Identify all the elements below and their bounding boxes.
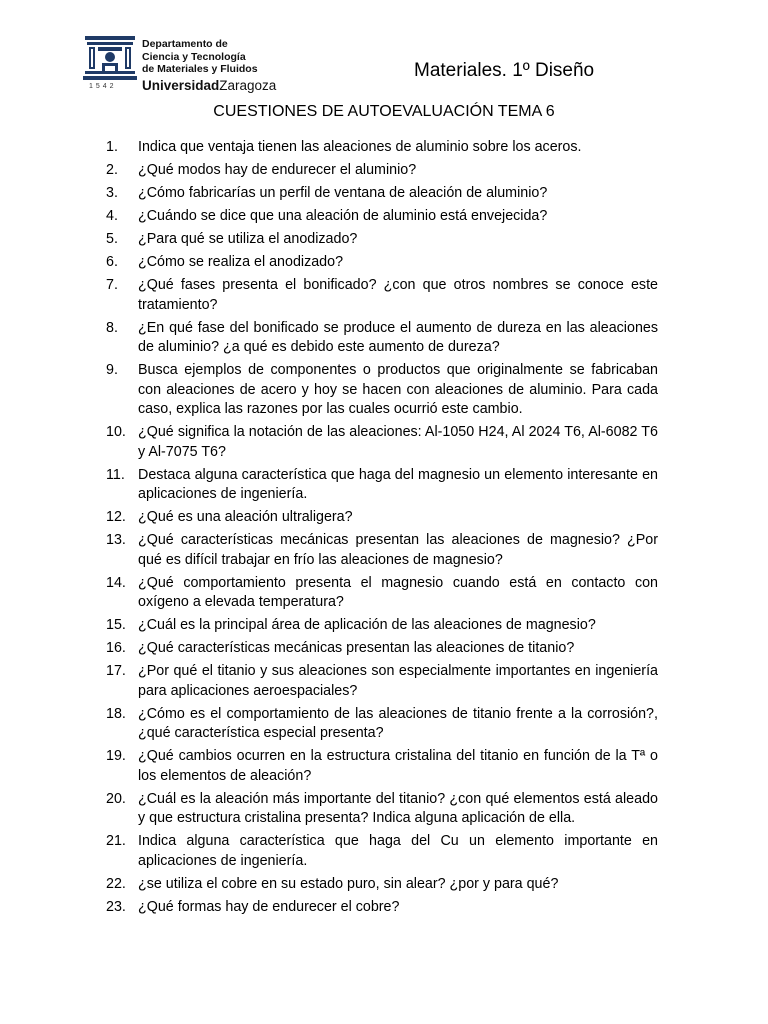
question-number: 9. — [106, 362, 118, 378]
question-number: 6. — [106, 254, 118, 270]
list-item — [106, 898, 658, 918]
question-number: 22. — [106, 875, 126, 892]
course-title: Materiales. 1º Diseño — [414, 60, 595, 81]
question-number: 5. — [106, 231, 118, 247]
question-text: ¿Cómo es el comportamiento de las aleaciones de titanio frente a la corrosión?, ¿qué característica especial presenta? — [138, 705, 658, 741]
question-number: 2. — [106, 162, 118, 178]
list-item — [106, 616, 658, 636]
university-seal-icon — [83, 36, 137, 82]
list-item — [106, 230, 658, 250]
question-number: 17. — [106, 663, 126, 679]
question-text: ¿Cómo se realiza el anodizado? — [138, 254, 344, 270]
question-number: 3. — [106, 185, 118, 201]
question-number: 11. — [106, 466, 125, 483]
department-line: Departamento de — [142, 38, 228, 50]
question-text: ¿Cuándo se dice que una aleación de aluminio está envejecida? — [138, 208, 548, 224]
department-line: de Materiales y Fluidos — [142, 63, 258, 75]
question-text: Indica que ventaja tienen las aleaciones de aluminio sobre los aceros. — [138, 139, 582, 155]
question-number: 14. — [106, 574, 126, 591]
question-number: 23. — [106, 898, 126, 915]
list-item — [106, 207, 658, 227]
list-item — [106, 319, 658, 358]
department-name — [142, 38, 258, 76]
list-item — [106, 161, 658, 181]
list-item — [106, 790, 658, 829]
question-number: 12. — [106, 509, 126, 525]
list-item — [106, 361, 658, 420]
founding-year: 1542 — [89, 83, 117, 90]
question-number: 8. — [106, 319, 118, 336]
question-text: ¿Cuál es la aleación más importante del titanio? ¿con qué elementos está aleado y que estructura cristalina presenta? Indica alguna aplicación de ella. — [138, 790, 658, 826]
list-item — [106, 138, 658, 158]
question-number: 21. — [106, 833, 126, 849]
list-item — [106, 875, 658, 895]
university-name — [142, 78, 276, 93]
question-text: Destaca alguna característica que haga del magnesio un elemento interesante en aplicaciones de ingeniería. — [138, 466, 658, 502]
question-number: 7. — [106, 277, 118, 293]
question-text: ¿Por qué el titanio y sus aleaciones son especialmente importantes en ingeniería para aplicaciones aeroespaciales? — [138, 663, 658, 699]
question-number: 10. — [106, 424, 126, 440]
question-text: ¿Cómo fabricarías un perfil de ventana de aleación de aluminio? — [138, 185, 548, 201]
question-text: ¿Qué cambios ocurren en la estructura cristalina del titanio en función de la Tª o los elementos de aleación? — [138, 748, 658, 784]
question-number: 15. — [106, 617, 126, 633]
question-number: 16. — [106, 640, 126, 656]
list-item — [106, 423, 658, 462]
question-text: ¿Para qué se utiliza el anodizado? — [138, 231, 358, 247]
list-item — [106, 276, 658, 315]
question-number: 13. — [106, 532, 126, 548]
question-number: 4. — [106, 208, 118, 224]
question-text: ¿Qué fases presenta el bonificado? ¿con que otros nombres se conoce este tratamiento? — [138, 277, 658, 313]
university-name-bold: Universidad — [142, 78, 220, 93]
question-text: ¿En qué fase del bonificado se produce el aumento de dureza en las aleaciones de aluminio? ¿a qué es debido este aumento de dureza? — [138, 319, 658, 355]
list-item — [106, 662, 658, 701]
list-item — [106, 832, 658, 871]
list-item — [106, 508, 658, 528]
question-number: 18. — [106, 705, 126, 722]
question-text: ¿se utiliza el cobre en su estado puro, sin alear? ¿por y para qué? — [138, 875, 559, 892]
list-item — [106, 747, 658, 786]
department-line: Ciencia y Tecnología — [142, 50, 246, 63]
question-text: Busca ejemplos de componentes o productos que originalmente se fabricaban con aleaciones de acero y hoy se hacen con aleaciones de aluminio. Para cada caso, explica las razones por las cuales ocurrió este cambio. — [138, 362, 658, 417]
list-item — [106, 253, 658, 273]
question-number: 20. — [106, 790, 126, 807]
list-item — [106, 639, 658, 659]
list-item — [106, 466, 658, 505]
university-logo — [83, 36, 283, 96]
question-text: ¿Qué es una aleación ultraligera? — [138, 509, 353, 525]
list-item — [106, 531, 658, 570]
question-list — [106, 138, 658, 921]
list-item — [106, 574, 658, 613]
list-item — [106, 184, 658, 204]
question-text: ¿Qué significa la notación de las aleaciones: Al-1050 H24, Al 2024 T6, Al-6082 T6 y Al-7075 T6? — [138, 424, 658, 460]
question-text: ¿Qué comportamiento presenta el magnesio cuando está en contacto con oxígeno a elevada temperatura? — [138, 574, 658, 610]
question-number: 19. — [106, 748, 126, 764]
question-text: Indica alguna característica que haga del Cu un elemento importante en aplicaciones de ingeniería. — [138, 833, 658, 869]
question-text: ¿Qué formas hay de endurecer el cobre? — [138, 898, 400, 915]
list-item — [106, 705, 658, 744]
question-number: 1. — [106, 139, 118, 155]
question-text: ¿Qué características mecánicas presentan las aleaciones de magnesio? ¿Por qué es difícil trabajar en frío las aleaciones de magnesio? — [138, 532, 658, 568]
question-text: ¿Qué modos hay de endurecer el aluminio? — [138, 162, 417, 178]
university-name-regular: Zaragoza — [219, 78, 277, 93]
question-text: ¿Qué características mecánicas presentan las aleaciones de titanio? — [138, 640, 575, 656]
question-text: ¿Cuál es la principal área de aplicación de las aleaciones de magnesio? — [138, 617, 596, 633]
page-title: CUESTIONES DE AUTOEVALUACIÓN TEMA 6 — [213, 103, 555, 120]
